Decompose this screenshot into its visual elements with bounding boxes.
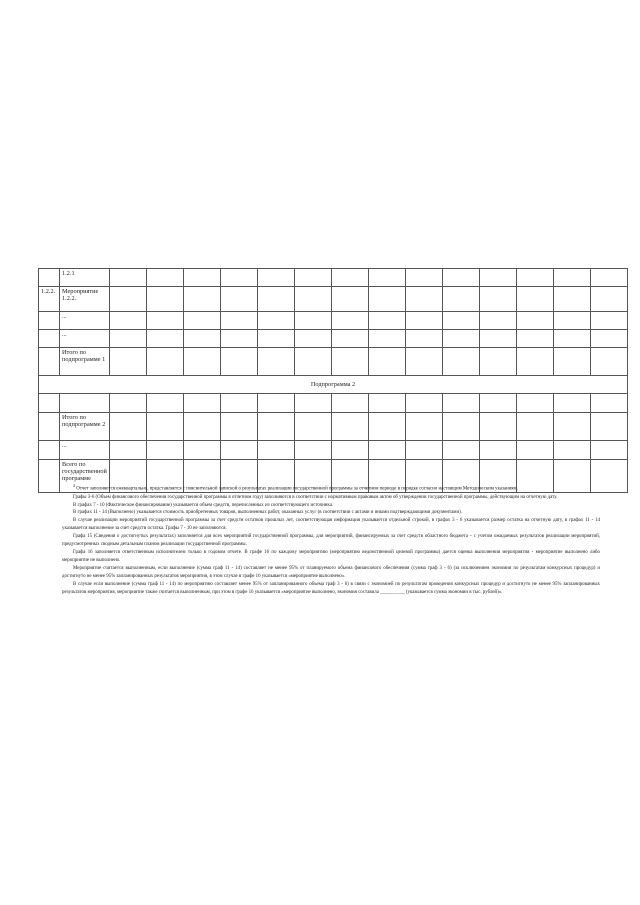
value-cell — [480, 287, 517, 312]
value-cell — [517, 287, 554, 312]
value-cell — [480, 330, 517, 348]
value-cell — [332, 330, 369, 348]
value-cell — [295, 287, 332, 312]
note-paragraph: Графы 3-6 (Объем финансового обеспечения государственной программы в отчетном году) заполняются в соответствии с нормативным правовым актом об утверждении государственной программы, действующим на отчетную дату. — [73, 494, 558, 500]
value-cell — [147, 394, 184, 413]
value-cell — [554, 441, 591, 460]
value-cell — [147, 348, 184, 376]
value-cell — [221, 413, 258, 441]
value-cell — [517, 394, 554, 413]
note-paragraph: В случае реализации мероприятий государственной программы за счет средств остатков прошлых лет, соответствующая информация указывается отдельной строкой, в графах 3 - 6 указывается размер остатка на отчетную дату, в графах 11 - 14 указывается выполнение за счет средств остатка. Графы 7 - 10 не заполняются. — [62, 518, 600, 532]
note-paragraph: Графа 15 (Сведения о достигнутых результатах) заполняется для всех мероприятий государственной программы, для мероприятий, финансируемых за счет средств областного бюджета – с учетом ожидаемых результатов реализации мероприятий, предусмотренных сводным детальным планом реализации государственной программы. — [62, 534, 600, 548]
value-cell — [295, 394, 332, 413]
value-cell — [369, 348, 406, 376]
value-cell — [110, 348, 147, 376]
value-cell — [184, 441, 221, 460]
row-number-cell — [39, 441, 60, 460]
value-cell — [369, 413, 406, 441]
value-cell — [332, 413, 369, 441]
note-paragraph: В графах 7 - 10 (Фактическое финансирование) указывается объем средств, перечисленных из соответствующего источника. — [73, 502, 334, 508]
row-number-cell: 1.2.2. — [39, 287, 60, 312]
value-cell — [591, 269, 628, 287]
row-number-cell — [39, 330, 60, 348]
value-cell — [110, 269, 147, 287]
row-number-cell — [39, 348, 60, 376]
value-cell — [295, 312, 332, 330]
row-number-cell — [39, 269, 60, 287]
value-cell — [554, 348, 591, 376]
value-cell — [332, 312, 369, 330]
value-cell — [406, 330, 443, 348]
value-cell — [258, 348, 295, 376]
value-cell — [221, 269, 258, 287]
value-cell — [110, 287, 147, 312]
value-cell — [147, 413, 184, 441]
value-cell — [443, 287, 480, 312]
report-table — [38, 268, 628, 493]
value-cell — [517, 330, 554, 348]
value-cell — [369, 441, 406, 460]
table-row — [39, 287, 628, 312]
value-cell — [110, 394, 147, 413]
explanatory-notes — [62, 483, 600, 597]
value-cell — [110, 413, 147, 441]
value-cell — [184, 348, 221, 376]
value-cell — [443, 441, 480, 460]
row-name-cell: ... — [60, 330, 110, 348]
row-name-cell: Всего по государственной программе — [60, 460, 110, 493]
value-cell — [406, 441, 443, 460]
value-cell — [295, 413, 332, 441]
row-name-cell — [60, 394, 110, 413]
value-cell — [480, 312, 517, 330]
value-cell — [591, 413, 628, 441]
row-name-cell: ... — [60, 441, 110, 460]
value-cell — [295, 269, 332, 287]
value-cell — [147, 441, 184, 460]
row-number-cell — [39, 460, 60, 493]
value-cell — [406, 394, 443, 413]
value-cell — [443, 269, 480, 287]
value-cell — [443, 413, 480, 441]
value-cell — [517, 441, 554, 460]
value-cell — [554, 413, 591, 441]
value-cell — [258, 394, 295, 413]
value-cell — [480, 413, 517, 441]
value-cell — [480, 348, 517, 376]
table-row — [39, 330, 628, 348]
value-cell — [443, 312, 480, 330]
value-cell — [591, 330, 628, 348]
value-cell — [369, 287, 406, 312]
value-cell — [369, 269, 406, 287]
table-row — [39, 269, 628, 287]
value-cell — [517, 413, 554, 441]
value-cell — [295, 348, 332, 376]
value-cell — [406, 269, 443, 287]
value-cell — [258, 269, 295, 287]
value-cell — [443, 394, 480, 413]
value-cell — [295, 330, 332, 348]
value-cell — [147, 312, 184, 330]
value-cell — [554, 394, 591, 413]
value-cell — [406, 348, 443, 376]
value-cell — [184, 413, 221, 441]
value-cell — [221, 348, 258, 376]
value-cell — [110, 330, 147, 348]
value-cell — [147, 287, 184, 312]
value-cell — [184, 269, 221, 287]
row-number-cell — [39, 413, 60, 441]
row-name-cell: ... — [60, 312, 110, 330]
note-paragraph: Графа 16 заполняется ответственным исполнителем только в годовом отчете. В графе 16 по каждому мероприятию (мероприятию ведомственной целевой программы) дается оценка выполнения мероприятия - мероприятие выполнено либо мероприятие не выполнено. — [62, 550, 600, 564]
value-cell — [369, 394, 406, 413]
value-cell — [591, 312, 628, 330]
value-cell — [221, 287, 258, 312]
table-row — [39, 441, 628, 460]
note-paragraph: $^4$ Отчет заполняется ежеквартально, представляется с пояснительной запиской о результатах реализации государственной программы за отчетном периоде в порядке согласно настоящим Методическим указаниям. — [73, 483, 518, 492]
row-name-cell: 1.2.1 — [60, 269, 110, 287]
value-cell — [184, 394, 221, 413]
value-cell — [554, 312, 591, 330]
value-cell — [295, 441, 332, 460]
value-cell — [184, 287, 221, 312]
value-cell — [332, 348, 369, 376]
value-cell — [184, 312, 221, 330]
value-cell — [591, 441, 628, 460]
value-cell — [332, 269, 369, 287]
table-row — [39, 348, 628, 376]
value-cell — [147, 269, 184, 287]
value-cell — [591, 287, 628, 312]
value-cell — [591, 394, 628, 413]
value-cell — [591, 348, 628, 376]
value-cell — [258, 441, 295, 460]
value-cell — [258, 312, 295, 330]
note-paragraph: В случае если выполнение (сумма граф 11 - 14) по мероприятию составляет менее 95% от запланированного объема граф 3 - 6) в связи с экономией по результатам проведения конкурсных процедур и достигнуто не менее 95% запланированных результатов мероприятия, мероприятие также считается выполненным, при этом в графе 16 указывается «мероприятие выполнено, экономия составила __________ (указывается сумма экономии в тыс. рублей)». — [62, 581, 600, 595]
value-cell — [147, 330, 184, 348]
value-cell — [554, 330, 591, 348]
value-cell — [110, 441, 147, 460]
value-cell — [443, 348, 480, 376]
value-cell — [406, 312, 443, 330]
value-cell — [369, 312, 406, 330]
row-number-cell — [39, 394, 60, 413]
value-cell — [406, 287, 443, 312]
value-cell — [480, 441, 517, 460]
value-cell — [258, 330, 295, 348]
value-cell — [221, 312, 258, 330]
value-cell — [184, 330, 221, 348]
value-cell — [258, 413, 295, 441]
value-cell — [480, 394, 517, 413]
table-row — [39, 312, 628, 330]
value-cell — [554, 269, 591, 287]
note-paragraph: Мероприятие считается выполненным, если выполнение (сумма граф 11 - 14) составляет не менее 95% от планируемого объема финансового обеспечения (сумма граф 3 - 6) (за исключением экономии по результатам конкурсных процедур) и достигнуто не менее 95% запланированных результатов мероприятия, в этом случае в графе 16 указывается «мероприятие выполнено». — [62, 566, 600, 579]
value-cell — [554, 287, 591, 312]
value-cell — [221, 441, 258, 460]
value-cell — [258, 287, 295, 312]
table-row — [39, 394, 628, 413]
value-cell — [517, 312, 554, 330]
value-cell — [110, 312, 147, 330]
value-cell — [406, 413, 443, 441]
value-cell — [517, 269, 554, 287]
value-cell — [369, 330, 406, 348]
value-cell — [480, 269, 517, 287]
row-number-cell — [39, 312, 60, 330]
value-cell — [221, 394, 258, 413]
value-cell — [332, 394, 369, 413]
value-cell — [443, 330, 480, 348]
table-row — [39, 413, 628, 441]
row-name-cell: Мероприятие 1.2.2. — [60, 287, 110, 312]
value-cell — [332, 287, 369, 312]
row-name-cell: Итого по подпрограмме 2 — [60, 413, 110, 441]
subprogram-2-header: Подпрограмма 2 — [39, 376, 628, 394]
note-paragraph: В графах 11 - 14 (Выполнено) указывается стоимость приобретенных товаров, выполненных работ, оказанных услуг (в соответствии с актами и иными подтверждающими документами). — [73, 510, 462, 516]
value-cell — [332, 441, 369, 460]
footnote-mark: 4 — [73, 483, 75, 488]
value-cell — [517, 348, 554, 376]
row-name-cell: Итого по подпрограмме 1 — [60, 348, 110, 376]
value-cell — [221, 330, 258, 348]
